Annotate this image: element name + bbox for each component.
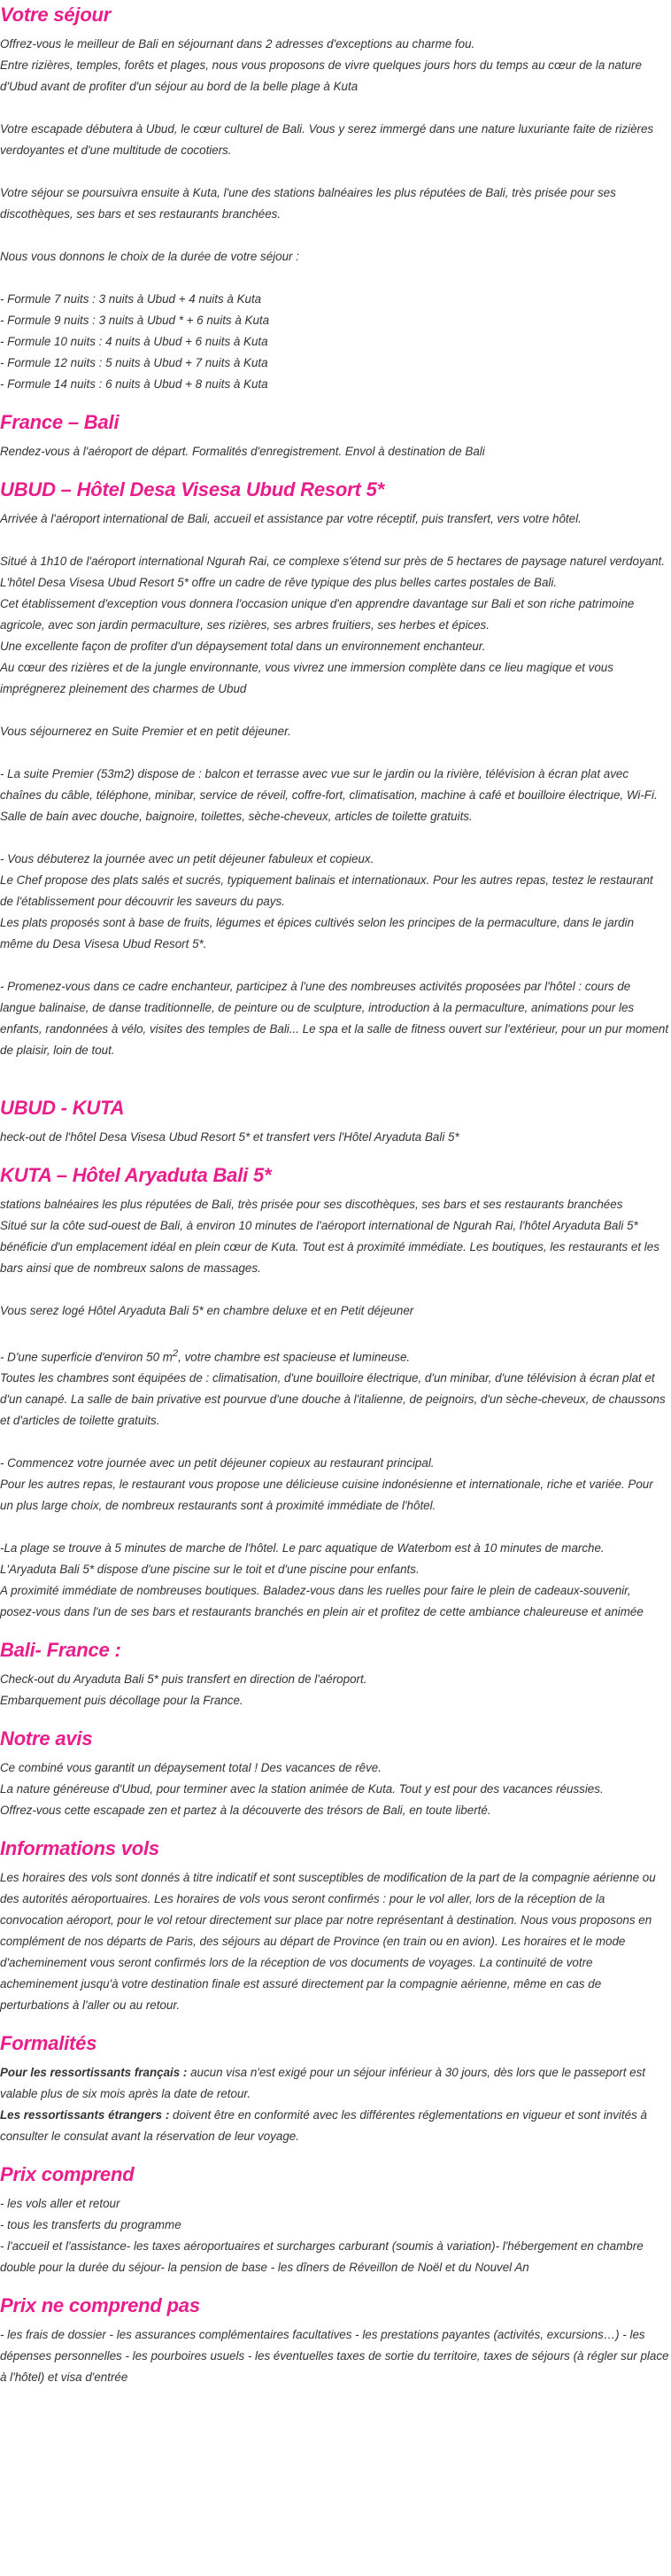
text: aucun visa n'est exigé pour un séjour inférieur à 30 jours, dès lors que le passeport est valable plus de six mois après la date de retour.: [0, 2066, 646, 2101]
section-title: Prix ne comprend pas: [0, 2294, 200, 2317]
paragraph: Situé à 1h10 de l'aéroport international Ngurah Rai, ce complexe s'étend sur près de 5 hectares de paysage naturel verdoyant. L'hôtel Desa Visesa Ubud Resort 5* offre un cadre de rêve typique des plus belles cartes postales de Bali.: [0, 555, 665, 589]
paragraph: Arrivée à l'aéroport international de Bali, accueil et assistance par votre réceptif, puis transfert, vers votre hôtel.: [0, 512, 582, 525]
list-item: - les vols aller et retour: [0, 2197, 120, 2211]
paragraph: heck-out de l'hôtel Desa Visesa Ubud Resort 5* et transfert vers l'Hôtel Aryaduta Bali 5*: [0, 1130, 459, 1144]
list-item: - l'accueil et l'assistance- les taxes aéroportuaires et surcharges carburant (soumis à variation)- l'hébergement en chambre double pour la durée du séjour- la pension de base - les dîners de Réveillon de Noël et du Nouvel An: [0, 2239, 644, 2275]
paragraph: Pour les autres repas, le restaurant vous propose une délicieuse cuisine indonésienne et internationale, riche et variée. Pour un plus large choix, de nombreux restaurants sont à proximité immédiate de l'hôtel.: [0, 1478, 653, 1513]
paragraph: -La plage se trouve à 5 minutes de marche de l'hôtel. Le parc aquatique de Waterbom est à 10 minutes de marche.: [0, 1541, 605, 1556]
section-formalites: [0, 2032, 669, 2147]
section-title: France – Bali: [0, 411, 120, 433]
paragraph: A proximité immédiate de nombreuses boutiques. Baladez-vous dans les ruelles pour faire le plein de cadeaux-souvenir, posez-vous dans l'un de ses bars et restaurants branchés en plein air et profitez de cette ambiance chaleureuse et animée: [0, 1584, 644, 1619]
label: Pour les ressortissants français :: [0, 2066, 188, 2080]
paragraph: Offrez-vous cette escapade zen et partez à la découverte des trésors de Bali, en toute liberté.: [0, 1804, 491, 1818]
section-title: KUTA – Hôtel Aryaduta Bali 5*: [0, 1164, 272, 1186]
section-bali-france: [0, 1639, 669, 1711]
paragraph: Les horaires des vols sont donnés à titre indicatif et sont susceptibles de modification de la part de la compagnie aérienne ou des autorités aéroportuaires. Les horaires de vols vous seront confirmés : pour le vol aller, lors de la réception de la convocation aéroport, pour le vol retour directement sur place par notre représentant à destination. Nous vous proposons en complément de nos départs de Paris, des séjours au départ de Province (en train ou en avion). Les horaires et le mode d'acheminement vous seront confirmés lors de la réception de vos documents de voyages. La continuité de votre acheminement jusqu'à votre destination finale est assuré directement par la compagnie aérienne, même en cas de perturbations à l'aller ou au retour.: [0, 1871, 656, 2013]
paragraph: Embarquement puis décollage pour la France.: [0, 1694, 243, 1708]
section-prix-comprend: [0, 2163, 669, 2278]
paragraph: - Commencez votre journée avec un petit déjeuner copieux au restaurant principal.: [0, 1456, 435, 1470]
paragraph: - Vous débuterez la journée avec un petit déjeuner fabuleux et copieux.: [0, 852, 374, 865]
paragraph: Cet établissement d'exception vous donnera l'occasion unique d'en apprendre davantage sur Bali et son riche patrimoine agricole, avec son jardin permaculture, ses rizières, ses arbres fruitiers, ses herbes et épices.: [0, 597, 635, 632]
paragraph: Au cœur des rizières et de la jungle environnante, vous vivrez une immersion complète dans ce lieu magique et vous imprégnerez pleinement des charmes de Ubud: [0, 661, 613, 695]
paragraph: Ce combiné vous garantit un dépaysement total ! Des vacances de rêve.: [0, 1761, 382, 1775]
paragraph: Les plats proposés sont à base de fruits, légumes et épices cultivés selon les principes de la permaculture, dans le jardin même du Desa Visesa Ubud Resort 5*.: [0, 916, 635, 950]
section-ubud-kuta: [0, 1097, 669, 1148]
paragraph: Votre escapade débutera à Ubud, le cœur culturel de Bali. Vous y serez immergé dans une nature luxuriante faite de rizières verdoyantes et d'une multitude de cocotiers.: [0, 122, 654, 157]
section-vols: [0, 1837, 669, 2016]
superscript: 2: [172, 1348, 179, 1359]
list-item: - Formule 9 nuits : 3 nuits à Ubud * + 6 nuits à Kuta: [0, 314, 270, 327]
paragraph: Nous vous donnons le choix de la durée de votre séjour :: [0, 250, 299, 263]
section-title: Notre avis: [0, 1727, 93, 1750]
paragraph: Votre séjour se poursuivra ensuite à Kuta, l'une des stations balnéaires les plus réputées de Bali, très prisée pour ses discothèques, ses bars et ses restaurants branchées.: [0, 186, 616, 221]
paragraph: La nature généreuse d'Ubud, pour terminer avec la station animée de Kuta. Tout y est pour des vacances réussies.: [0, 1782, 604, 1796]
section-france-bali: [0, 411, 669, 462]
section-ubud-hotel: [0, 478, 669, 1061]
section-kuta-hotel: [0, 1164, 669, 1623]
paragraph: [0, 2105, 669, 2147]
paragraph: L'Aryaduta Bali 5* dispose d'une piscine sur le toit et d'une piscine pour enfants.: [0, 1563, 420, 1577]
text: - D'une superficie d'environ 50 m: [0, 1350, 173, 1364]
paragraph: Une excellente façon de profiter d'un dépaysement total dans un environnement enchanteur.: [0, 640, 486, 653]
section-title: Prix comprend: [0, 2163, 135, 2186]
paragraph: Rendez-vous à l'aéroport de départ. Formalités d'enregistrement. Envol à destination de Bali: [0, 445, 485, 458]
section-sejour: [0, 4, 669, 395]
section-title: Formalités: [0, 2032, 97, 2055]
text: doivent être en conformité avec les différentes réglementations en vigueur et sont invités à consulter le consulat avant la réservation de leur voyage.: [0, 2108, 647, 2144]
list-item: - Formule 7 nuits : 3 nuits à Ubud + 4 nuits à Kuta: [0, 292, 262, 306]
page: [0, 4, 671, 2397]
paragraph: Salle de bain avec douche, baignoire, toilettes, sèche-cheveux, articles de toilette gratuits.: [0, 810, 473, 823]
paragraph: stations balnéaires les plus réputées de Bali, très prisée pour ses discothèques, ses bars et ses restaurants branchées: [0, 1198, 623, 1211]
paragraph: Check-out du Aryaduta Bali 5* puis transfert en direction de l'aéroport.: [0, 1672, 367, 1687]
paragraph: Situé sur la côte sud-ouest de Bali, à environ 10 minutes de l'aéroport international de Ngurah Rai, l'hôtel Aryaduta Bali 5* bénéficie d'un emplacement idéal en plein cœur de Kuta. Tout est à proximité immédiate. Les boutiques, les restaurants et les bars ainsi que de nombreux salons de massages.: [0, 1219, 659, 1275]
section-prix-ne-comprend-pas: [0, 2294, 669, 2388]
list-item: - Formule 14 nuits : 6 nuits à Ubud + 8 nuits à Kuta: [0, 377, 268, 391]
section-avis: [0, 1727, 669, 1821]
paragraph: - Promenez-vous dans ce cadre enchanteur, participez à l'une des nombreuses activités proposées par l'hôtel : cours de langue balinaise, de danse traditionnelle, de peinture ou de sculpture, introduction à la permaculture, animations pour les enfants, randonnées à vélo, visites des temples de Bali... Le spa et la salle de fitness ouvert sur l'extérieur, pour un pur moment de plaisir, loin de tout.: [0, 980, 669, 1057]
paragraph: - La suite Premier (53m2) dispose de : balcon et terrasse avec vue sur le jardin ou la rivière, télévision à écran plat avec chaînes du câble, téléphone, minibar, service de réveil, coffre-fort, climatisation, machine à café et bouilloire électrique, Wi-Fi.: [0, 767, 658, 802]
section-title: UBUD – Hôtel Desa Visesa Ubud Resort 5*: [0, 478, 384, 500]
paragraph: [0, 2062, 669, 2105]
section-title: Informations vols: [0, 1837, 159, 1860]
section-title: Votre séjour: [0, 4, 112, 26]
paragraph: Vous serez logé Hôtel Aryaduta Bali 5* en chambre deluxe et en Petit déjeuner: [0, 1304, 414, 1317]
paragraph: Vous séjournerez en Suite Premier et en petit déjeuner.: [0, 725, 291, 738]
list-item: - Formule 12 nuits : 5 nuits à Ubud + 7 nuits à Kuta: [0, 356, 268, 369]
text: , votre chambre est spacieuse et lumineuse.: [178, 1350, 411, 1364]
paragraph: Le Chef propose des plats salés et sucrés, typiquement balinais et internationaux. Pour les autres repas, testez le restaurant de l'établissement pour découvrir les saveurs du pays.: [0, 873, 653, 908]
list-item: - tous les transferts du programme: [0, 2218, 181, 2232]
list-item: - Formule 10 nuits : 4 nuits à Ubud + 6 nuits à Kuta: [0, 335, 268, 348]
label: Les ressortissants étrangers :: [0, 2108, 170, 2122]
section-title: UBUD - KUTA: [0, 1097, 125, 1119]
paragraph: [0, 1343, 669, 1368]
paragraph: Toutes les chambres sont équipées de : climatisation, d'une bouilloire électrique, d'un minibar, d'une télévision à écran plat et d'un canapé. La salle de bain privative est pourvue d'une douche à l'italienne, de peignoirs, d'un sèche-cheveux, de chaussons et d'articles de toilette gratuits.: [0, 1371, 666, 1428]
paragraph: Entre rizières, temples, forêts et plages, nous vous proposons de vivre quelques jours hors du temps au cœur de la nature d'Ubud avant de profiter d'un séjour au bord de la belle plage à Kuta: [0, 58, 642, 93]
paragraph: - les frais de dossier - les assurances complémentaires facultatives - les prestations payantes (activités, excursions…) - les dépenses personnelles - les pourboires usuels - les éventuelles taxes de sortie du territoire, taxes de séjours (à régler sur place à l'hôtel) et visa d'entrée: [0, 2328, 669, 2385]
section-title: Bali- France :: [0, 1639, 121, 1662]
paragraph: Offrez-vous le meilleur de Bali en séjournant dans 2 adresses d'exceptions au charme fou.: [0, 37, 475, 50]
